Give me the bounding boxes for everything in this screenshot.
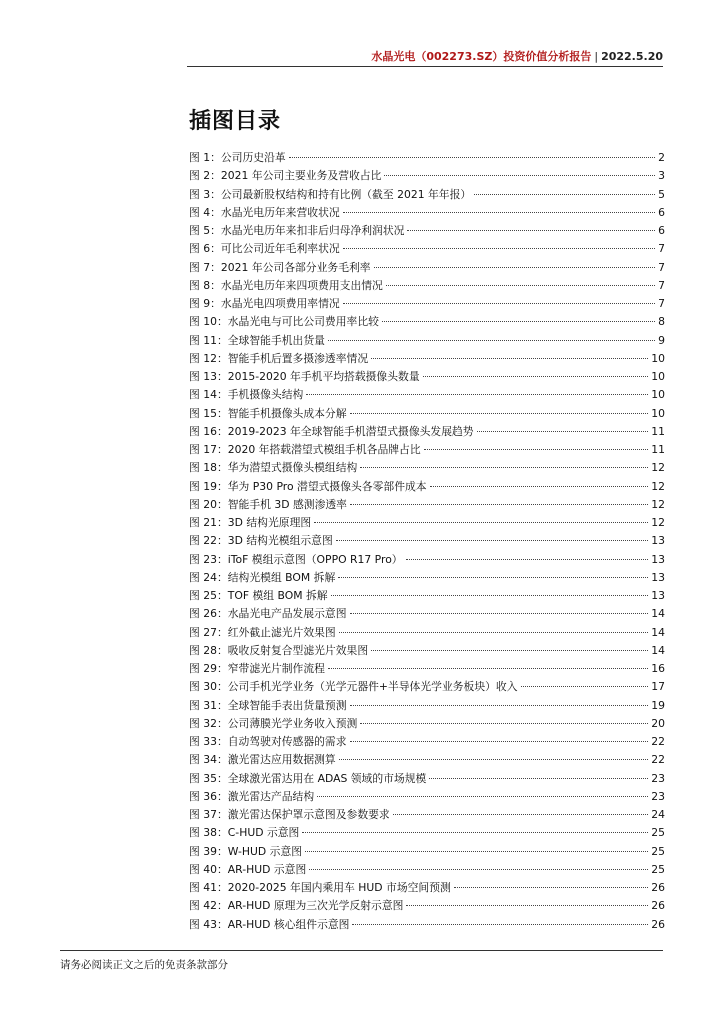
toc-entry-number: 图 13： bbox=[189, 370, 228, 383]
toc-entry-title: 结构光模组 BOM 拆解 bbox=[227, 570, 336, 584]
toc-leader-dots bbox=[343, 212, 655, 213]
toc-entry-title: AR-HUD 核心组件示意图 bbox=[227, 917, 350, 931]
toc-entry[interactable] bbox=[189, 569, 665, 587]
toc-leader-dots bbox=[289, 157, 655, 158]
toc-entry-title: 可比公司近年毛利率状况 bbox=[220, 242, 340, 256]
toc-entry-number: 图 27： bbox=[189, 625, 228, 639]
toc-entry[interactable] bbox=[189, 332, 665, 350]
toc-entry[interactable] bbox=[189, 843, 665, 861]
toc-leader-dots bbox=[343, 248, 655, 249]
toc-leader-dots bbox=[393, 814, 649, 815]
toc-entry-page: 14 bbox=[651, 607, 665, 621]
toc-entry[interactable] bbox=[189, 587, 665, 605]
toc-entry-number: 图 29： bbox=[189, 662, 228, 675]
toc-entry-page: 23 bbox=[651, 789, 665, 803]
toc-entry[interactable] bbox=[189, 277, 665, 295]
toc-entry[interactable] bbox=[189, 697, 665, 715]
toc-entry-number: 图 6： bbox=[189, 242, 221, 256]
toc-leader-dots bbox=[338, 577, 648, 578]
toc-entry-title: 2015-2020 年手机平均搭载摄像头数量 bbox=[227, 370, 420, 383]
toc-entry-title: 手机摄像头结构 bbox=[227, 388, 304, 402]
toc-leader-dots bbox=[336, 540, 648, 541]
toc-entry-title: C-HUD 示意图 bbox=[227, 826, 300, 840]
toc-leader-dots bbox=[339, 759, 649, 760]
toc-entry-page: 13 bbox=[651, 570, 665, 584]
toc-entry-title: 2019-2023 年全球智能手机潜望式摄像头发展趋势 bbox=[227, 424, 474, 438]
toc-entry-title: 华为 P30 Pro 潜望式摄像头各零部件成本 bbox=[227, 479, 427, 493]
toc-entry-number: 图 5： bbox=[189, 224, 221, 237]
toc-entry-number: 图 20： bbox=[189, 497, 228, 511]
footer-divider bbox=[60, 950, 663, 951]
toc-entry-number: 图 17： bbox=[189, 443, 228, 456]
toc-leader-dots bbox=[386, 285, 655, 286]
header-separator: | bbox=[594, 50, 599, 63]
toc-leader-dots bbox=[350, 613, 649, 614]
toc-entry-page: 12 bbox=[651, 479, 665, 493]
toc-entry-title: 公司薄膜光学业务收入预测 bbox=[227, 716, 358, 730]
toc-entry-title: 3D 结构光原理图 bbox=[227, 516, 312, 529]
toc-entry-title: 华为潜望式摄像头模组结构 bbox=[227, 461, 358, 475]
toc-entry-number: 图 18： bbox=[189, 461, 228, 475]
toc-entry-page: 26 bbox=[651, 881, 665, 894]
toc-leader-dots bbox=[309, 869, 648, 870]
toc-entry-page: 16 bbox=[651, 662, 665, 675]
toc-entry-title: 水晶光电历年来四项费用支出情况 bbox=[220, 278, 383, 292]
toc-leader-dots bbox=[360, 723, 648, 724]
toc-entry-title: 智能手机摄像头成本分解 bbox=[227, 406, 347, 420]
toc-leader-dots bbox=[424, 449, 649, 450]
toc-entry-number: 图 10： bbox=[189, 315, 228, 329]
toc-entry-title: 窄带滤光片制作流程 bbox=[227, 662, 325, 675]
toc-entry-title: 水晶光电历年来营收状况 bbox=[220, 205, 340, 219]
toc-entry-title: 全球激光雷达用在 ADAS 领域的市场规模 bbox=[227, 771, 427, 785]
page-header bbox=[371, 48, 663, 64]
toc-entry-number: 图 3： bbox=[189, 187, 221, 201]
toc-entry-number: 图 32： bbox=[189, 716, 228, 730]
toc-entry-title: 2020 年搭载潜望式模组手机各品牌占比 bbox=[227, 443, 421, 456]
toc-entry[interactable] bbox=[189, 532, 665, 550]
toc-entry-title: iToF 模组示意图（OPPO R17 Pro） bbox=[227, 552, 403, 566]
toc-entry-page: 12 bbox=[651, 461, 665, 475]
toc-entry-page: 13 bbox=[651, 534, 665, 548]
toc-leader-dots bbox=[350, 705, 649, 706]
toc-entry-number: 图 38： bbox=[189, 826, 228, 840]
toc-entry-number: 图 23： bbox=[189, 552, 228, 566]
toc-entry-page: 6 bbox=[658, 205, 665, 219]
toc-entry[interactable] bbox=[189, 496, 665, 514]
toc-entry-page: 9 bbox=[658, 333, 665, 347]
toc-leader-dots bbox=[306, 394, 648, 395]
toc-entry-page: 10 bbox=[651, 351, 665, 365]
toc-entry-page: 2 bbox=[658, 151, 665, 164]
toc-entry-number: 图 42： bbox=[189, 899, 228, 913]
toc-entry-title: AR-HUD 示意图 bbox=[227, 862, 307, 876]
toc-entry[interactable] bbox=[189, 478, 665, 496]
toc-leader-dots bbox=[352, 924, 648, 925]
toc-entry-number: 图 37： bbox=[189, 808, 228, 821]
toc-entry-number: 图 16： bbox=[189, 424, 228, 438]
toc-entry[interactable] bbox=[189, 186, 665, 204]
toc-leader-dots bbox=[339, 632, 649, 633]
toc-leader-dots bbox=[350, 741, 649, 742]
toc-entry-number: 图 24： bbox=[189, 570, 228, 584]
toc-entry-number: 图 34： bbox=[189, 753, 228, 767]
toc-leader-dots bbox=[305, 851, 648, 852]
toc-entry[interactable] bbox=[189, 386, 665, 404]
toc-entry-title: 红外截止滤光片效果图 bbox=[227, 625, 336, 639]
toc-entry-page: 25 bbox=[651, 826, 665, 840]
toc-leader-dots bbox=[474, 194, 655, 195]
report-date: 2022.5.20 bbox=[601, 50, 663, 63]
toc-entry[interactable] bbox=[189, 368, 665, 386]
header-divider bbox=[187, 66, 663, 67]
toc-leader-dots bbox=[477, 431, 649, 432]
toc-leader-dots bbox=[423, 376, 649, 377]
figure-list bbox=[189, 149, 665, 934]
toc-entry-page: 25 bbox=[651, 862, 665, 876]
toc-leader-dots bbox=[454, 887, 648, 888]
toc-entry-page: 22 bbox=[651, 753, 665, 767]
toc-entry-page: 6 bbox=[658, 224, 665, 237]
toc-entry[interactable] bbox=[189, 605, 665, 623]
toc-entry-number: 图 41： bbox=[189, 881, 228, 894]
toc-entry-page: 7 bbox=[658, 297, 665, 310]
toc-entry-title: W-HUD 示意图 bbox=[227, 844, 303, 858]
toc-entry-page: 13 bbox=[651, 552, 665, 566]
toc-entry-number: 图 9： bbox=[189, 297, 221, 310]
toc-entry-title: 水晶光电与可比公司费用率比较 bbox=[227, 315, 379, 329]
toc-entry-title: 公司历史沿革 bbox=[220, 151, 286, 164]
toc-entry-title: 智能手机后置多摄渗透率情况 bbox=[227, 351, 369, 365]
report-title: 水晶光电（002273.SZ）投资价值分析报告 bbox=[371, 50, 592, 63]
toc-entry-number: 图 21： bbox=[189, 516, 228, 529]
toc-leader-dots bbox=[374, 267, 656, 268]
toc-entry-number: 图 33： bbox=[189, 735, 228, 748]
toc-entry-number: 图 12： bbox=[189, 351, 228, 365]
toc-entry[interactable] bbox=[189, 313, 665, 331]
toc-entry-number: 图 25： bbox=[189, 589, 228, 602]
toc-entry-number: 图 36： bbox=[189, 789, 228, 803]
toc-leader-dots bbox=[371, 650, 648, 651]
toc-leader-dots bbox=[406, 559, 649, 560]
toc-entry[interactable] bbox=[189, 660, 665, 678]
toc-entry[interactable] bbox=[189, 897, 665, 915]
toc-entry-number: 图 31： bbox=[189, 698, 228, 712]
toc-entry-page: 7 bbox=[658, 278, 665, 292]
toc-entry-title: AR-HUD 原理为三次光学反射示意图 bbox=[227, 899, 404, 913]
toc-leader-dots bbox=[302, 832, 648, 833]
toc-entry-page: 13 bbox=[651, 589, 665, 602]
toc-entry[interactable] bbox=[189, 788, 665, 806]
toc-entry-title: 全球智能手表出货量预测 bbox=[227, 698, 347, 712]
toc-entry-page: 14 bbox=[651, 643, 665, 657]
toc-entry-page: 10 bbox=[651, 388, 665, 402]
toc-entry[interactable] bbox=[189, 824, 665, 842]
toc-entry-number: 图 14： bbox=[189, 388, 228, 402]
toc-entry-number: 图 35： bbox=[189, 771, 228, 785]
toc-entry[interactable] bbox=[189, 770, 665, 788]
toc-entry-number: 图 26： bbox=[189, 607, 228, 621]
toc-leader-dots bbox=[328, 340, 655, 341]
toc-leader-dots bbox=[360, 467, 648, 468]
toc-entry-number: 图 1： bbox=[189, 151, 221, 164]
toc-entry-page: 20 bbox=[651, 716, 665, 730]
toc-entry[interactable] bbox=[189, 879, 665, 897]
toc-leader-dots bbox=[407, 230, 655, 231]
toc-entry-number: 图 30： bbox=[189, 680, 228, 694]
toc-entry-page: 25 bbox=[651, 844, 665, 858]
toc-entry-number: 图 39： bbox=[189, 844, 228, 858]
toc-entry[interactable] bbox=[189, 423, 665, 441]
toc-entry-page: 19 bbox=[651, 698, 665, 712]
toc-entry-title: 吸收反射复合型滤光片效果图 bbox=[227, 643, 369, 657]
toc-entry-number: 图 19： bbox=[189, 479, 228, 493]
toc-leader-dots bbox=[350, 504, 648, 505]
toc-entry[interactable] bbox=[189, 350, 665, 368]
toc-entry[interactable] bbox=[189, 642, 665, 660]
toc-entry[interactable] bbox=[189, 459, 665, 477]
toc-leader-dots bbox=[406, 905, 648, 906]
toc-entry-title: 激光雷达保护罩示意图及参数要求 bbox=[227, 808, 390, 821]
toc-entry[interactable] bbox=[189, 222, 665, 240]
toc-entry[interactable] bbox=[189, 259, 665, 277]
toc-entry-title: 公司手机光学业务（光学元器件+半导体光学业务板块）收入 bbox=[227, 680, 518, 694]
toc-leader-dots bbox=[382, 321, 655, 322]
toc-entry-page: 12 bbox=[651, 497, 665, 511]
toc-entry[interactable] bbox=[189, 678, 665, 696]
toc-entry-title: 激光雷达产品结构 bbox=[227, 789, 315, 803]
toc-entry-title: 智能手机 3D 感测渗透率 bbox=[227, 497, 347, 511]
toc-leader-dots bbox=[331, 595, 649, 596]
toc-entry-title: 全球智能手机出货量 bbox=[227, 333, 325, 347]
section-title: 插图目录 bbox=[189, 109, 282, 134]
toc-entry-title: 3D 结构光模组示意图 bbox=[227, 534, 333, 548]
toc-leader-dots bbox=[328, 668, 648, 669]
toc-entry[interactable] bbox=[189, 751, 665, 769]
toc-entry-page: 14 bbox=[651, 625, 665, 639]
toc-entry-page: 22 bbox=[651, 735, 665, 748]
toc-entry[interactable] bbox=[189, 861, 665, 879]
toc-entry-page: 17 bbox=[651, 680, 665, 694]
toc-entry-number: 图 7： bbox=[189, 260, 221, 274]
toc-entry-title: 激光雷达应用数据测算 bbox=[227, 753, 336, 767]
toc-entry[interactable] bbox=[189, 149, 665, 167]
toc-entry-title: 水晶光电四项费用率情况 bbox=[220, 297, 340, 310]
toc-entry[interactable] bbox=[189, 624, 665, 642]
toc-entry-title: 2020-2025 年国内乘用车 HUD 市场空间预测 bbox=[227, 881, 451, 894]
toc-entry-title: 公司最新股权结构和持有比例（截至 2021 年年报） bbox=[220, 187, 472, 201]
toc-entry[interactable] bbox=[189, 204, 665, 222]
toc-entry-title: 2021 年公司主要业务及营收占比 bbox=[220, 169, 382, 183]
toc-entry[interactable] bbox=[189, 167, 665, 185]
toc-entry-title: 水晶光电产品发展示意图 bbox=[227, 607, 347, 621]
toc-leader-dots bbox=[430, 486, 649, 487]
toc-entry-number: 图 11： bbox=[189, 333, 228, 347]
toc-entry[interactable] bbox=[189, 551, 665, 569]
toc-entry-page: 7 bbox=[658, 260, 665, 274]
toc-entry-page: 26 bbox=[651, 917, 665, 931]
toc-entry-page: 5 bbox=[658, 187, 665, 201]
toc-entry[interactable] bbox=[189, 733, 665, 751]
toc-entry-number: 图 8： bbox=[189, 278, 221, 292]
toc-entry-page: 23 bbox=[651, 771, 665, 785]
toc-entry[interactable] bbox=[189, 514, 665, 532]
toc-entry-page: 24 bbox=[651, 808, 665, 821]
toc-entry-page: 8 bbox=[658, 315, 665, 329]
toc-entry-number: 图 15： bbox=[189, 406, 228, 420]
toc-entry-title: 水晶光电历年来扣非后归母净利润状况 bbox=[220, 224, 405, 237]
toc-entry-number: 图 2： bbox=[189, 169, 221, 183]
toc-entry-page: 26 bbox=[651, 899, 665, 913]
toc-entry-number: 图 4： bbox=[189, 205, 221, 219]
toc-entry-page: 11 bbox=[651, 443, 665, 456]
toc-entry-page: 12 bbox=[651, 516, 665, 529]
toc-entry-title: TOF 模组 BOM 拆解 bbox=[227, 589, 328, 602]
toc-entry[interactable] bbox=[189, 441, 665, 459]
toc-entry-number: 图 43： bbox=[189, 917, 228, 931]
toc-entry-page: 10 bbox=[651, 370, 665, 383]
toc-entry-number: 图 22： bbox=[189, 534, 228, 548]
toc-entry-number: 图 40： bbox=[189, 862, 228, 876]
toc-leader-dots bbox=[343, 303, 655, 304]
toc-entry[interactable] bbox=[189, 715, 665, 733]
toc-entry[interactable] bbox=[189, 240, 665, 258]
toc-entry-number: 图 28： bbox=[189, 643, 228, 657]
toc-leader-dots bbox=[521, 686, 649, 687]
toc-leader-dots bbox=[371, 358, 648, 359]
toc-entry[interactable] bbox=[189, 405, 665, 423]
toc-entry[interactable] bbox=[189, 916, 665, 934]
toc-entry-page: 11 bbox=[651, 424, 665, 438]
toc-entry-page: 7 bbox=[658, 242, 665, 256]
toc-leader-dots bbox=[317, 796, 648, 797]
toc-leader-dots bbox=[314, 522, 648, 523]
toc-entry-page: 3 bbox=[658, 169, 665, 183]
toc-leader-dots bbox=[384, 175, 655, 176]
toc-entry[interactable] bbox=[189, 295, 665, 313]
toc-entry[interactable] bbox=[189, 806, 665, 824]
footer-disclaimer: 请务必阅读正文之后的免责条款部分 bbox=[60, 959, 228, 971]
toc-entry-title: 2021 年公司各部分业务毛利率 bbox=[220, 260, 371, 274]
toc-entry-page: 10 bbox=[651, 406, 665, 420]
toc-leader-dots bbox=[429, 778, 648, 779]
toc-entry-title: 自动驾驶对传感器的需求 bbox=[227, 735, 347, 748]
toc-leader-dots bbox=[350, 413, 649, 414]
